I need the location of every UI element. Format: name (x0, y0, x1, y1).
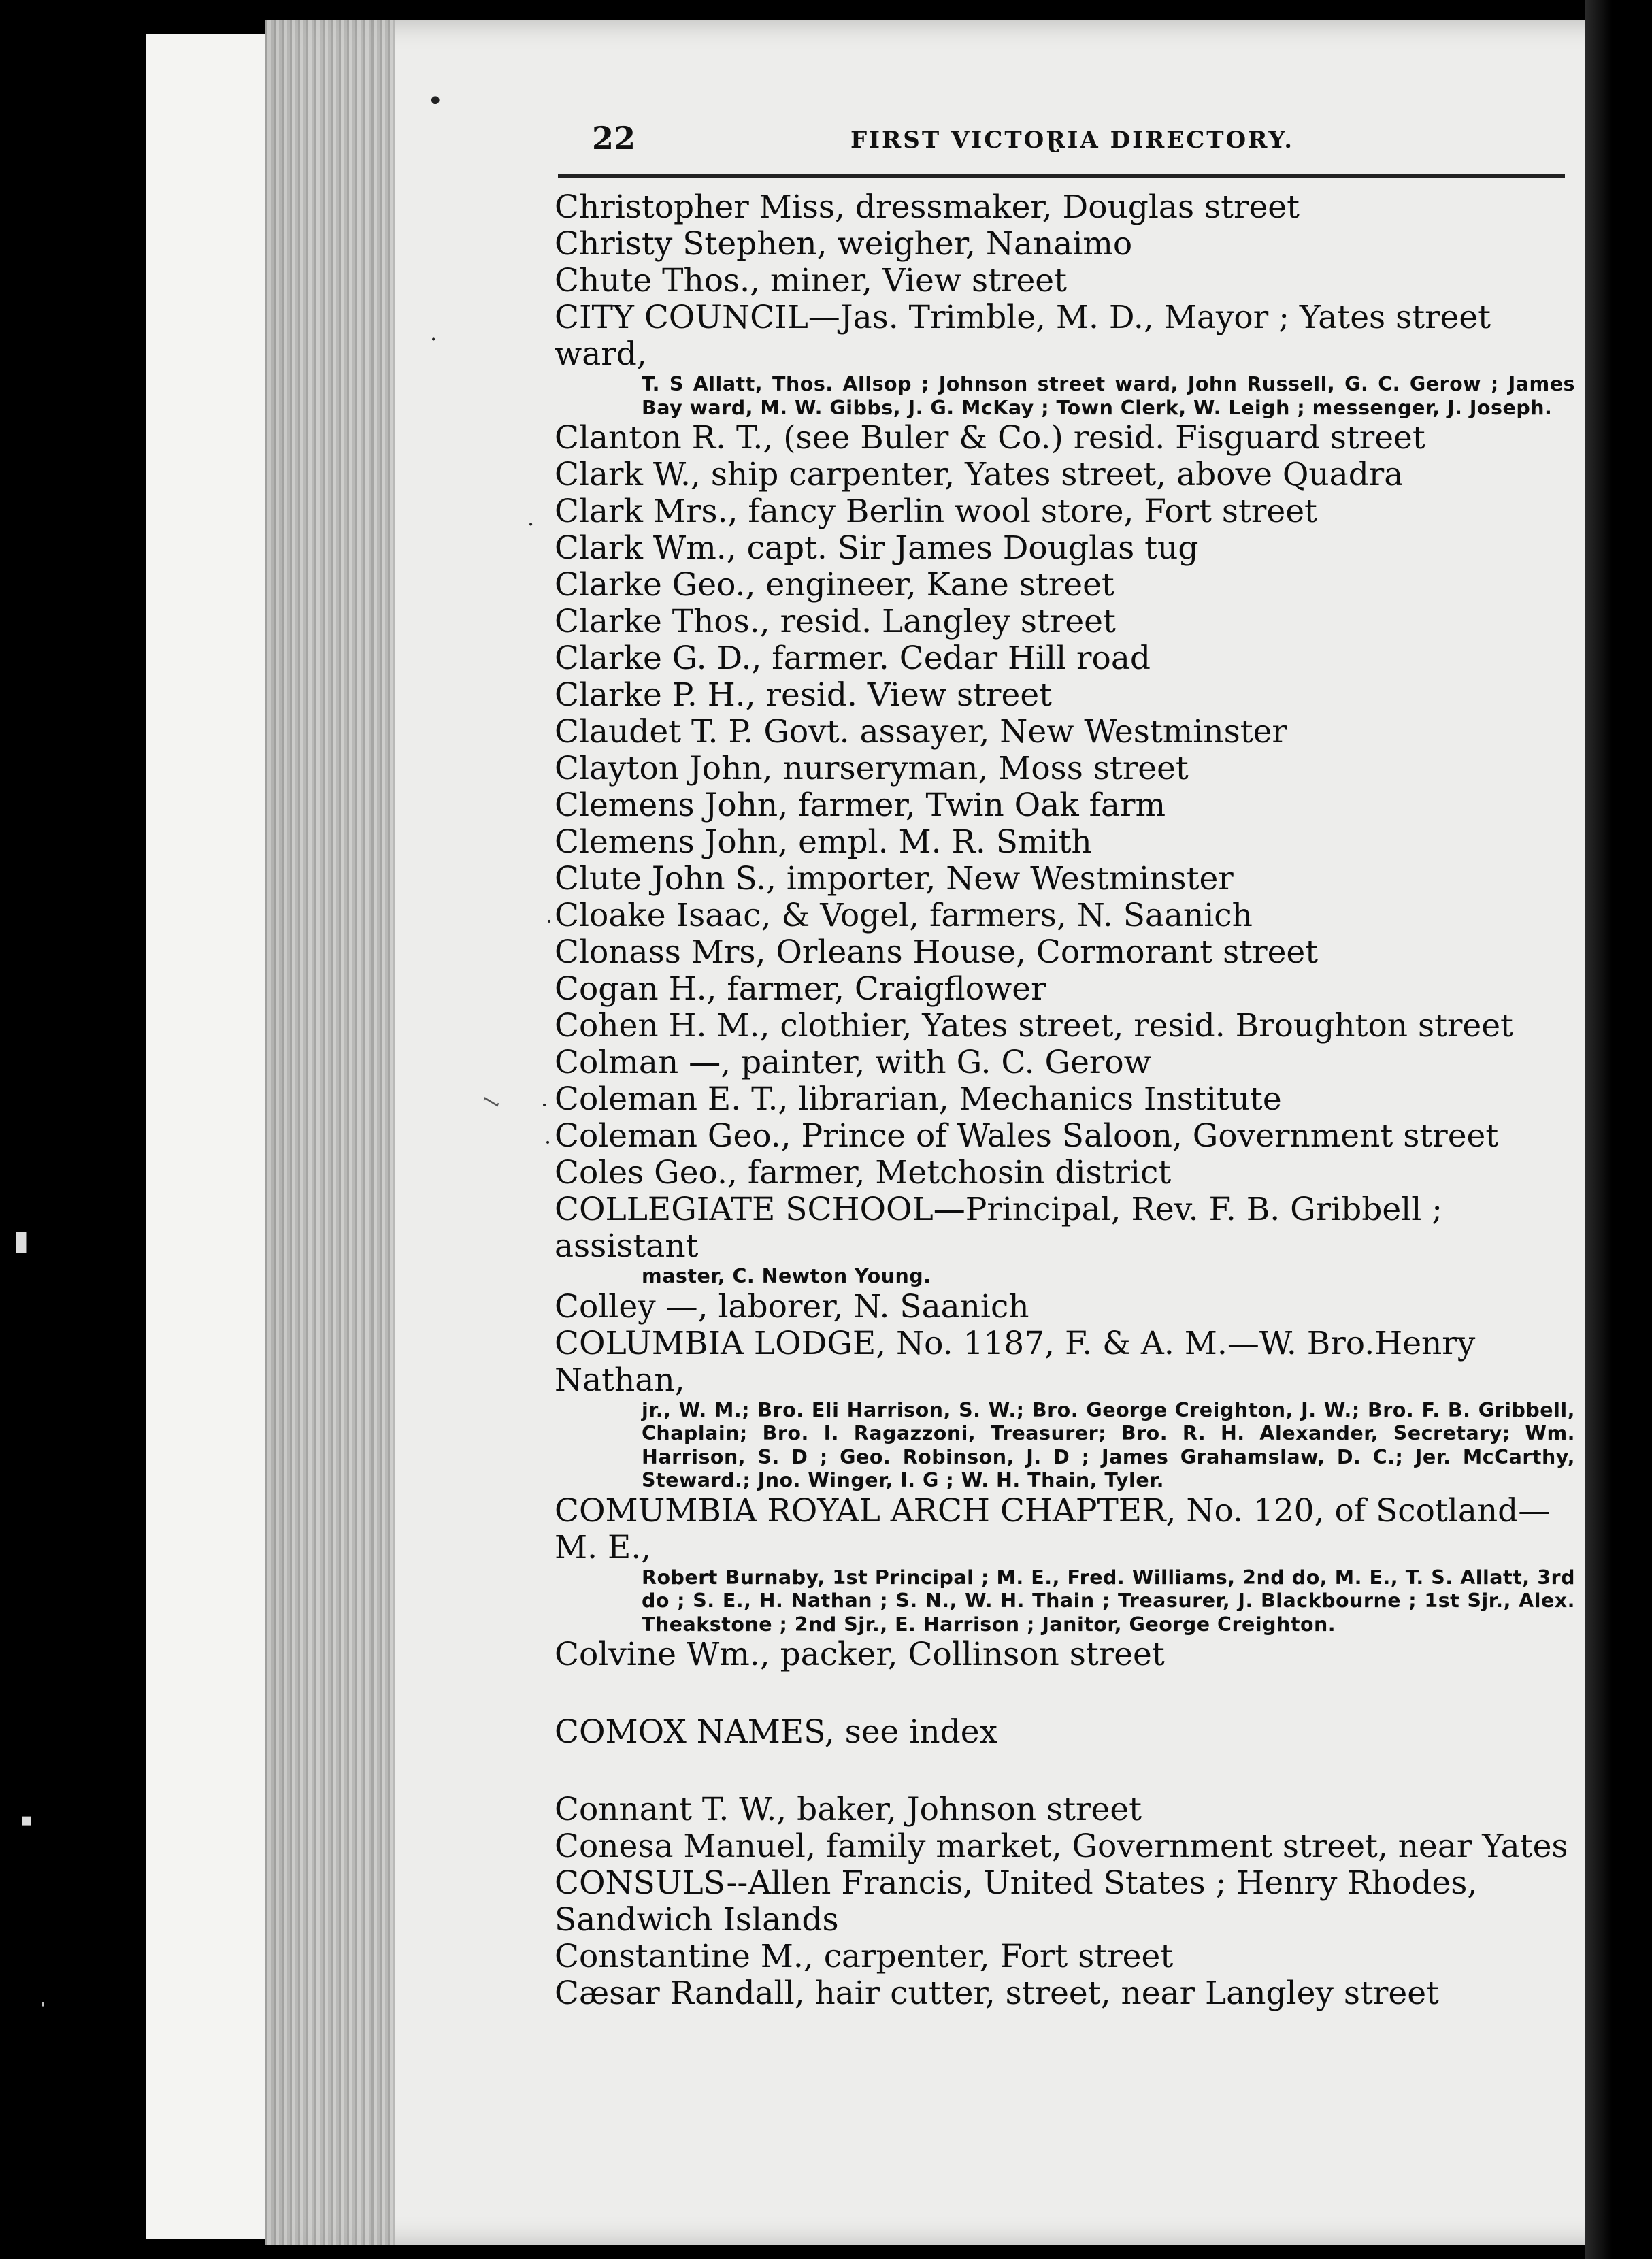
directory-entry-detail: master, C. Newton Young. (642, 1265, 931, 1287)
margin-mark: · (541, 1092, 548, 1118)
directory-entry: Chute Thos., miner, View street (555, 262, 1067, 299)
scan-speck: ▪ (20, 1810, 33, 1830)
directory-entry-heading: CITY COUNCIL—Jas. Trimble, M. D., Mayor ; Yates street ward, (555, 299, 1491, 373)
directory-entry: Clark W., ship carpenter, Yates street, above Quadra (555, 456, 1404, 493)
directory-entry: Cloake Isaac, & Vogel, farmers, N. Saanich (555, 897, 1253, 934)
directory-entry: Christopher Miss, dressmaker, Douglas street (555, 188, 1300, 226)
directory-entries (555, 189, 1575, 2012)
running-title: FIRST VICTOⱤIA DIRECTORY. (850, 127, 1295, 154)
directory-entry: Colman —, painter, with G. C. Gerow (555, 1044, 1151, 1081)
directory-entry-detail: jr., W. M.; Bro. Eli Harrison, S. W.; Bro. George Creighton, J. W.; Bro. F. B. Gribbell, Chaplain; Bro. I. Ragazzoni, Treasurer; Bro. R. H. Alexander, Secretary; Wm. Harrison, S. D ; Geo. Robinson, J. D ; James Grahamslaw, D. C.; Jer. McCarthy, Steward.; Jno. Winger, I. G ; W. H. Thain, Tyler. (642, 1398, 1575, 1491)
directory-entry: Coles Geo., farmer, Metchosin district (555, 1154, 1172, 1191)
directory-entry: Claudet T. P. Govt. assayer, New Westminster (555, 713, 1287, 751)
section-gap (555, 1673, 1575, 1714)
directory-entry: Clarke Thos., resid. Langley street (555, 603, 1116, 640)
directory-entry: Clonass Mrs, Orleans House, Cormorant street (555, 934, 1319, 971)
comox-cross-reference: COMOX NAMES, see index (555, 1713, 998, 1751)
directory-entry: Clarke G. D., farmer. Cedar Hill road (555, 640, 1151, 677)
margin-mark: · (546, 908, 553, 934)
handwritten-annotation: ꞁ (475, 1093, 500, 1108)
directory-entry: Clark Mrs., fancy Berlin wool store, Fort street (555, 493, 1317, 530)
directory-entry: Cohen H. M., clothier, Yates street, resid. Broughton street (555, 1007, 1513, 1044)
directory-entry: Cogan H., farmer, Craigflower (555, 970, 1046, 1008)
scan-left-margin (0, 0, 146, 2259)
margin-mark: • (427, 86, 444, 117)
directory-entry-heading: COMUMBIA ROYAL ARCH CHAPTER, No. 120, of Scotland—M. E., (555, 1491, 1551, 1566)
directory-entry-heading: COLUMBIA LODGE, No. 1187, F. & A. M.—W. Bro.Henry Nathan, (555, 1324, 1476, 1399)
directory-entry: Coleman Geo., Prince of Wales Saloon, Government street (555, 1117, 1499, 1155)
section-gap (555, 1751, 1575, 1792)
directory-entry: Clemens John, empl. M. R. Smith (555, 823, 1092, 861)
directory-entry: Coleman E. T., librarian, Mechanics Institute (555, 1081, 1282, 1118)
directory-entry: Christy Stephen, weigher, Nanaimo (555, 225, 1133, 263)
directory-entry: Clarke Geo., engineer, Kane street (555, 566, 1114, 604)
scan-right-edge (1585, 0, 1652, 2259)
directory-entry: Clayton John, nurseryman, Moss street (555, 750, 1189, 787)
directory-entry: Connant T. W., baker, Johnson street (555, 1791, 1142, 1828)
book-gutter (265, 20, 395, 2245)
directory-entry-block (555, 299, 1575, 420)
directory-entry-detail: T. S Allatt, Thos. Allsop ; Johnson street ward, John Russell, G. C. Gerow ; James Bay ward, M. W. Gibbs, J. G. McKay ; Town Clerk, W. Leigh ; messenger, J. Joseph. (642, 373, 1575, 419)
page-header (585, 120, 1565, 174)
directory-entry-block (555, 1865, 1575, 1939)
directory-entry: Colley —, laborer, N. Saanich (555, 1287, 1029, 1325)
directory-entry-block (555, 1493, 1575, 1637)
directory-entry: Constantine M., carpenter, Fort street (555, 1938, 1174, 1975)
directory-entry: Conesa Manuel, family market, Government street, near Yates (555, 1828, 1568, 1865)
directory-entry: Cæsar Randall, hair cutter, street, near Langley street (555, 1975, 1439, 2012)
directory-entry: Clanton R. T., (see Buler & Co.) resid. Fisguard street (555, 419, 1425, 457)
directory-entry-block (555, 1325, 1575, 1493)
directory-entry: Clarke P. H., resid. View street (555, 676, 1053, 714)
directory-entry: Clark Wm., capt. Sir James Douglas tug (555, 529, 1199, 567)
directory-entry: Colvine Wm., packer, Collinson street (555, 1636, 1165, 1673)
scan-speck: ▮ (14, 1225, 29, 1256)
directory-entry-heading: COLLEGIATE SCHOOL—Principal, Rev. F. B. Gribbell ; assistant (555, 1191, 1443, 1265)
page-number: 22 (592, 120, 636, 156)
header-rule (558, 174, 1565, 178)
directory-entry-detail: Robert Burnaby, 1st Principal ; M. E., Fred. Williams, 2nd do, M. E., T. S. Allatt, 3rd do ; S. E., H. Nathan ; S. N., W. H. Thain ; Treasurer, J. Blackbourne ; 1st Sjr., Alex. Theakstone ; 2nd Sjr., E. Harrison ; Janitor, George Creighton. (642, 1566, 1575, 1636)
margin-mark: . (527, 505, 535, 531)
margin-mark: . (430, 320, 437, 346)
margin-mark: · (544, 1130, 552, 1155)
scan-speck: ' (41, 2000, 46, 2017)
directory-entry-heading: CONSULS--Allen Francis, United States ; Henry Rhodes, Sandwich Islands (555, 1864, 1478, 1939)
directory-entry: Clemens John, farmer, Twin Oak farm (555, 787, 1166, 824)
directory-entry: Clute John S., importer, New Westminster (555, 860, 1234, 897)
directory-entry-block (555, 1191, 1575, 1289)
